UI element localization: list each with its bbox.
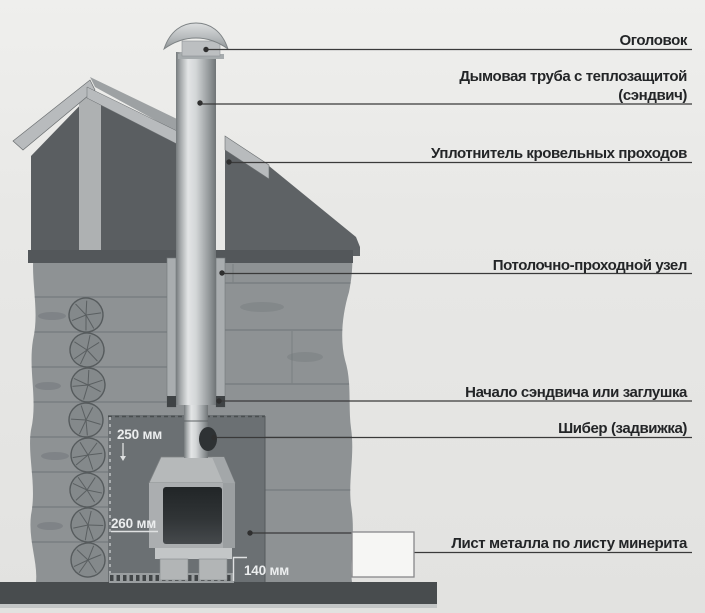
dimension-above-stove: 250 мм: [117, 427, 163, 442]
label-roof-seal: Уплотнитель кровельных проходов: [431, 145, 687, 162]
label-chimney-line2: (сэндвич): [618, 87, 687, 104]
stove-side-facet: [223, 483, 235, 548]
ceiling-pass-through-right: [216, 258, 225, 407]
label-damper: Шибер (задвижка): [558, 420, 687, 437]
ceiling-pass-through-left: [167, 258, 176, 407]
floor-strip: [0, 582, 437, 604]
label-sandwich-start: Начало сэндвича или заглушка: [465, 384, 687, 401]
floor-edge: [0, 604, 437, 608]
dimension-under-stove: 140 мм: [244, 563, 290, 578]
gable-trim-stripe: [79, 95, 101, 252]
stove-leg: [199, 559, 227, 580]
sandwich-chimney-pipe: [176, 52, 216, 405]
label-cap: Оголовок: [619, 32, 687, 49]
label-metal-sheet: Лист металла по листу минерита: [451, 535, 687, 552]
dimension-behind-stove: 260 мм: [111, 516, 157, 531]
callout-box: [352, 532, 414, 577]
stove-opening: [163, 487, 222, 544]
sandwich-end-cap-left: [167, 396, 176, 407]
label-chimney-line1: Дымовая труба с теплозащитой: [459, 68, 687, 85]
stove-leg: [160, 559, 188, 580]
label-ceiling-pass: Потолочно-проходной узел: [492, 257, 687, 274]
cap-collar: [182, 41, 220, 56]
stove-base: [155, 548, 232, 559]
